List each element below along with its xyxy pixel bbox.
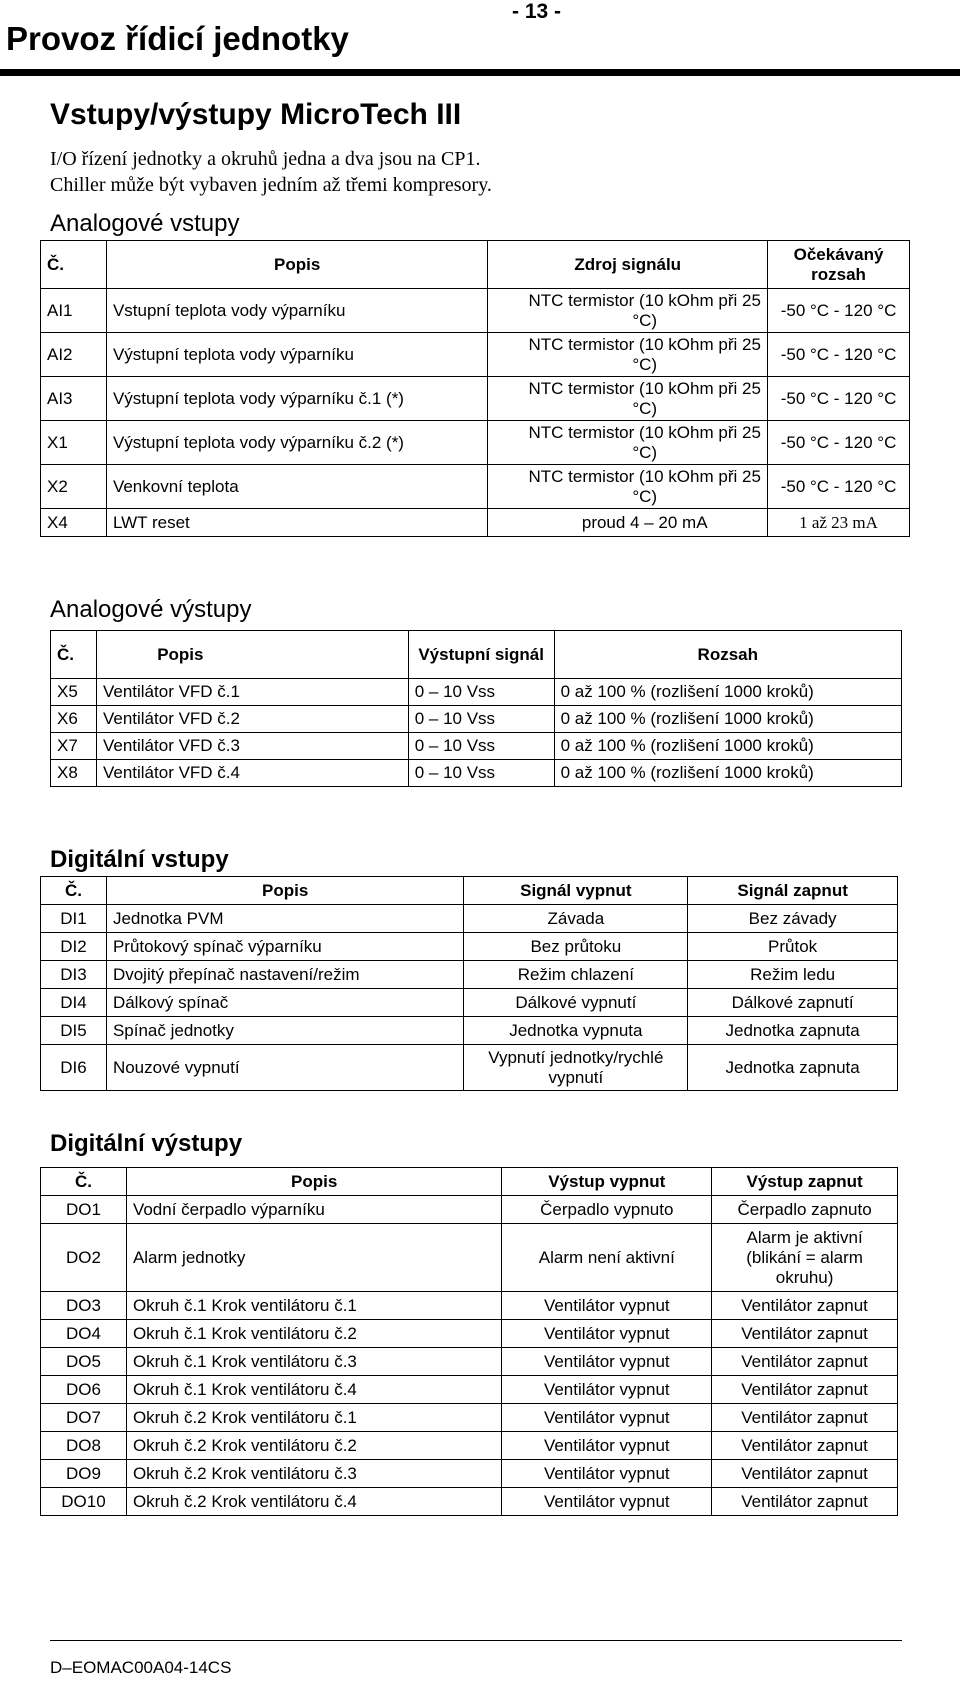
- cell-desc: Okruh č.2 Krok ventilátoru č.1: [126, 1404, 501, 1432]
- table-row: [41, 1376, 898, 1404]
- cell-off: Vypnutí jednotky/rychlé vypnutí: [464, 1045, 688, 1091]
- table-row: [41, 1404, 898, 1432]
- cell-source: NTC termistor (10 kOhm při 25 °C): [488, 289, 768, 333]
- table-row: [41, 1488, 898, 1516]
- digital-outputs-title: Digitální výstupy: [50, 1130, 243, 1157]
- cell-no: X7: [51, 733, 97, 760]
- cell-signal: 0 – 10 Vss: [408, 706, 554, 733]
- table-row: [41, 377, 910, 421]
- cell-desc: Dálkový spínač: [106, 989, 464, 1017]
- cell-on: Jednotka zapnuta: [688, 1045, 898, 1091]
- table-row: [41, 509, 910, 537]
- table-row: [41, 465, 910, 509]
- cell-desc: Vstupní teplota vody výparníku: [106, 289, 487, 333]
- cell-off: Alarm není aktivní: [502, 1224, 712, 1292]
- cell-on: Ventilátor zapnut: [712, 1460, 898, 1488]
- cell-desc: Okruh č.1 Krok ventilátoru č.1: [126, 1292, 501, 1320]
- cell-no: DO2: [41, 1224, 127, 1292]
- header-range: Očekávaný rozsah: [768, 241, 910, 289]
- intro-line: Chiller může být vybaven jedním až třemi kompresory.: [50, 174, 492, 196]
- intro-line: I/O řízení jednotky a okruhů jedna a dva jsou na CP1.: [50, 148, 481, 170]
- digital-outputs-table: [40, 1167, 898, 1516]
- header-range: Rozsah: [554, 631, 901, 679]
- cell-on: Ventilátor zapnut: [712, 1432, 898, 1460]
- table-row: [41, 1320, 898, 1348]
- cell-desc: Okruh č.1 Krok ventilátoru č.4: [126, 1376, 501, 1404]
- cell-source: NTC termistor (10 kOhm při 25 °C): [488, 333, 768, 377]
- table-row: [41, 989, 898, 1017]
- cell-desc: Vodní čerpadlo výparníku: [126, 1196, 501, 1224]
- cell-off: Režim chlazení: [464, 961, 688, 989]
- cell-range: -50 °C - 120 °C: [768, 377, 910, 421]
- table-row: [41, 961, 898, 989]
- table-row: [41, 1045, 898, 1091]
- cell-no: DI2: [41, 933, 107, 961]
- table-row: [41, 289, 910, 333]
- cell-signal: 0 – 10 Vss: [408, 760, 554, 787]
- table-row: [41, 1348, 898, 1376]
- digital-inputs-table: [40, 876, 898, 1091]
- table-row: [51, 760, 902, 787]
- table-header-row: [41, 241, 910, 289]
- cell-off: Ventilátor vypnut: [502, 1376, 712, 1404]
- cell-no: DI5: [41, 1017, 107, 1045]
- cell-off: Ventilátor vypnut: [502, 1432, 712, 1460]
- cell-no: AI3: [41, 377, 107, 421]
- cell-desc: Nouzové vypnutí: [106, 1045, 464, 1091]
- header-source: Zdroj signálu: [488, 241, 768, 289]
- cell-desc: Průtokový spínač výparníku: [106, 933, 464, 961]
- cell-source: NTC termistor (10 kOhm při 25 °C): [488, 377, 768, 421]
- cell-desc: Okruh č.1 Krok ventilátoru č.2: [126, 1320, 501, 1348]
- header-desc: Popis: [126, 1168, 501, 1196]
- cell-off: Ventilátor vypnut: [502, 1460, 712, 1488]
- cell-desc: Okruh č.2 Krok ventilátoru č.2: [126, 1432, 501, 1460]
- cell-on: Alarm je aktivní (blikání = alarm okruhu): [712, 1224, 898, 1292]
- cell-no: DO6: [41, 1376, 127, 1404]
- analog-inputs-title: Analogové vstupy: [50, 210, 240, 237]
- cell-on: Ventilátor zapnut: [712, 1348, 898, 1376]
- cell-off: Bez průtoku: [464, 933, 688, 961]
- cell-on: Jednotka zapnuta: [688, 1017, 898, 1045]
- cell-no: X6: [51, 706, 97, 733]
- cell-no: DO8: [41, 1432, 127, 1460]
- cell-no: DO4: [41, 1320, 127, 1348]
- cell-off: Ventilátor vypnut: [502, 1488, 712, 1516]
- cell-off: Ventilátor vypnut: [502, 1404, 712, 1432]
- table-header-row: [41, 1168, 898, 1196]
- analog-outputs-table: [50, 630, 902, 787]
- table-row: [41, 1432, 898, 1460]
- cell-desc: Alarm jednotky: [126, 1224, 501, 1292]
- table-row: [41, 421, 910, 465]
- cell-desc: LWT reset: [106, 509, 487, 537]
- page-number: - 13 -: [512, 0, 562, 23]
- header-on: Výstup zapnut: [712, 1168, 898, 1196]
- cell-desc: Jednotka PVM: [106, 905, 464, 933]
- cell-off: Závada: [464, 905, 688, 933]
- header-off: Výstup vypnut: [502, 1168, 712, 1196]
- cell-desc: Výstupní teplota vody výparníku č.2 (*): [106, 421, 487, 465]
- header-no: Č.: [41, 1168, 127, 1196]
- cell-range: -50 °C - 120 °C: [768, 421, 910, 465]
- cell-no: X1: [41, 421, 107, 465]
- header-desc: Popis: [106, 877, 464, 905]
- cell-no: X4: [41, 509, 107, 537]
- cell-on: Ventilátor zapnut: [712, 1488, 898, 1516]
- footer-rule: [50, 1640, 902, 1641]
- cell-no: DO7: [41, 1404, 127, 1432]
- footer-code: D–EOMAC00A04-14CS: [50, 1658, 232, 1677]
- analog-inputs-table: [40, 240, 910, 537]
- cell-desc: Ventilátor VFD č.1: [96, 679, 408, 706]
- cell-off: Čerpadlo vypnuto: [502, 1196, 712, 1224]
- cell-no: X5: [51, 679, 97, 706]
- cell-no: AI1: [41, 289, 107, 333]
- cell-on: Ventilátor zapnut: [712, 1320, 898, 1348]
- cell-on: Průtok: [688, 933, 898, 961]
- cell-desc: Ventilátor VFD č.2: [96, 706, 408, 733]
- cell-range: 1 až 23 mA: [768, 509, 910, 537]
- cell-off: Dálkové vypnutí: [464, 989, 688, 1017]
- table-row: [41, 1292, 898, 1320]
- cell-desc: Okruh č.1 Krok ventilátoru č.3: [126, 1348, 501, 1376]
- cell-source: NTC termistor (10 kOhm při 25 °C): [488, 465, 768, 509]
- cell-off: Ventilátor vypnut: [502, 1348, 712, 1376]
- header-no: Č.: [41, 877, 107, 905]
- cell-no: DO3: [41, 1292, 127, 1320]
- cell-no: DI6: [41, 1045, 107, 1091]
- analog-outputs-title: Analogové výstupy: [50, 596, 252, 623]
- cell-desc: Výstupní teplota vody výparníku: [106, 333, 487, 377]
- cell-no: X2: [41, 465, 107, 509]
- cell-signal: 0 – 10 Vss: [408, 679, 554, 706]
- header-desc: Popis: [106, 241, 487, 289]
- cell-desc: Výstupní teplota vody výparníku č.1 (*): [106, 377, 487, 421]
- cell-on: Bez závady: [688, 905, 898, 933]
- cell-range: 0 až 100 % (rozlišení 1000 kroků): [554, 733, 901, 760]
- cell-desc: Spínač jednotky: [106, 1017, 464, 1045]
- header-rule: [0, 69, 960, 76]
- table-row: [41, 1460, 898, 1488]
- table-header-row: [41, 877, 898, 905]
- cell-no: DO1: [41, 1196, 127, 1224]
- table-row: [51, 706, 902, 733]
- header-off: Signál vypnut: [464, 877, 688, 905]
- cell-on: Ventilátor zapnut: [712, 1292, 898, 1320]
- cell-range: -50 °C - 120 °C: [768, 289, 910, 333]
- cell-on: Ventilátor zapnut: [712, 1404, 898, 1432]
- page-heading: Vstupy/výstupy MicroTech III: [50, 98, 462, 131]
- cell-no: DO9: [41, 1460, 127, 1488]
- header-title: Provoz řídicí jednotky: [6, 20, 349, 57]
- table-row: [41, 933, 898, 961]
- cell-desc: Okruh č.2 Krok ventilátoru č.3: [126, 1460, 501, 1488]
- cell-no: X8: [51, 760, 97, 787]
- cell-on: Dálkové zapnutí: [688, 989, 898, 1017]
- table-row: [41, 1224, 898, 1292]
- table-row: [41, 333, 910, 377]
- header-no: Č.: [41, 241, 107, 289]
- cell-desc: Ventilátor VFD č.4: [96, 760, 408, 787]
- cell-on: Čerpadlo zapnuto: [712, 1196, 898, 1224]
- cell-on: Režim ledu: [688, 961, 898, 989]
- header-desc: Popis: [96, 631, 408, 679]
- cell-range: 0 až 100 % (rozlišení 1000 kroků): [554, 679, 901, 706]
- cell-desc: Ventilátor VFD č.3: [96, 733, 408, 760]
- cell-no: DI3: [41, 961, 107, 989]
- cell-no: DO10: [41, 1488, 127, 1516]
- cell-desc: Okruh č.2 Krok ventilátoru č.4: [126, 1488, 501, 1516]
- table-row: [41, 905, 898, 933]
- cell-off: Jednotka vypnuta: [464, 1017, 688, 1045]
- cell-on: Ventilátor zapnut: [712, 1376, 898, 1404]
- header-signal: Výstupní signál: [408, 631, 554, 679]
- cell-no: DO5: [41, 1348, 127, 1376]
- table-row: [51, 733, 902, 760]
- table-row: [41, 1017, 898, 1045]
- cell-desc: Venkovní teplota: [106, 465, 487, 509]
- cell-off: Ventilátor vypnut: [502, 1320, 712, 1348]
- cell-source: proud 4 – 20 mA: [488, 509, 768, 537]
- cell-no: DI4: [41, 989, 107, 1017]
- intro-text: [50, 146, 492, 198]
- header-no: Č.: [51, 631, 97, 679]
- cell-off: Ventilátor vypnut: [502, 1292, 712, 1320]
- cell-signal: 0 – 10 Vss: [408, 733, 554, 760]
- cell-range: 0 až 100 % (rozlišení 1000 kroků): [554, 706, 901, 733]
- digital-inputs-title: Digitální vstupy: [50, 846, 229, 873]
- cell-range: -50 °C - 120 °C: [768, 333, 910, 377]
- header-on: Signál zapnut: [688, 877, 898, 905]
- cell-range: 0 až 100 % (rozlišení 1000 kroků): [554, 760, 901, 787]
- cell-range: -50 °C - 120 °C: [768, 465, 910, 509]
- table-row: [41, 1196, 898, 1224]
- cell-no: DI1: [41, 905, 107, 933]
- table-row: [51, 679, 902, 706]
- cell-source: NTC termistor (10 kOhm při 25 °C): [488, 421, 768, 465]
- cell-no: AI2: [41, 333, 107, 377]
- table-header-row: [51, 631, 902, 679]
- cell-desc: Dvojitý přepínač nastavení/režim: [106, 961, 464, 989]
